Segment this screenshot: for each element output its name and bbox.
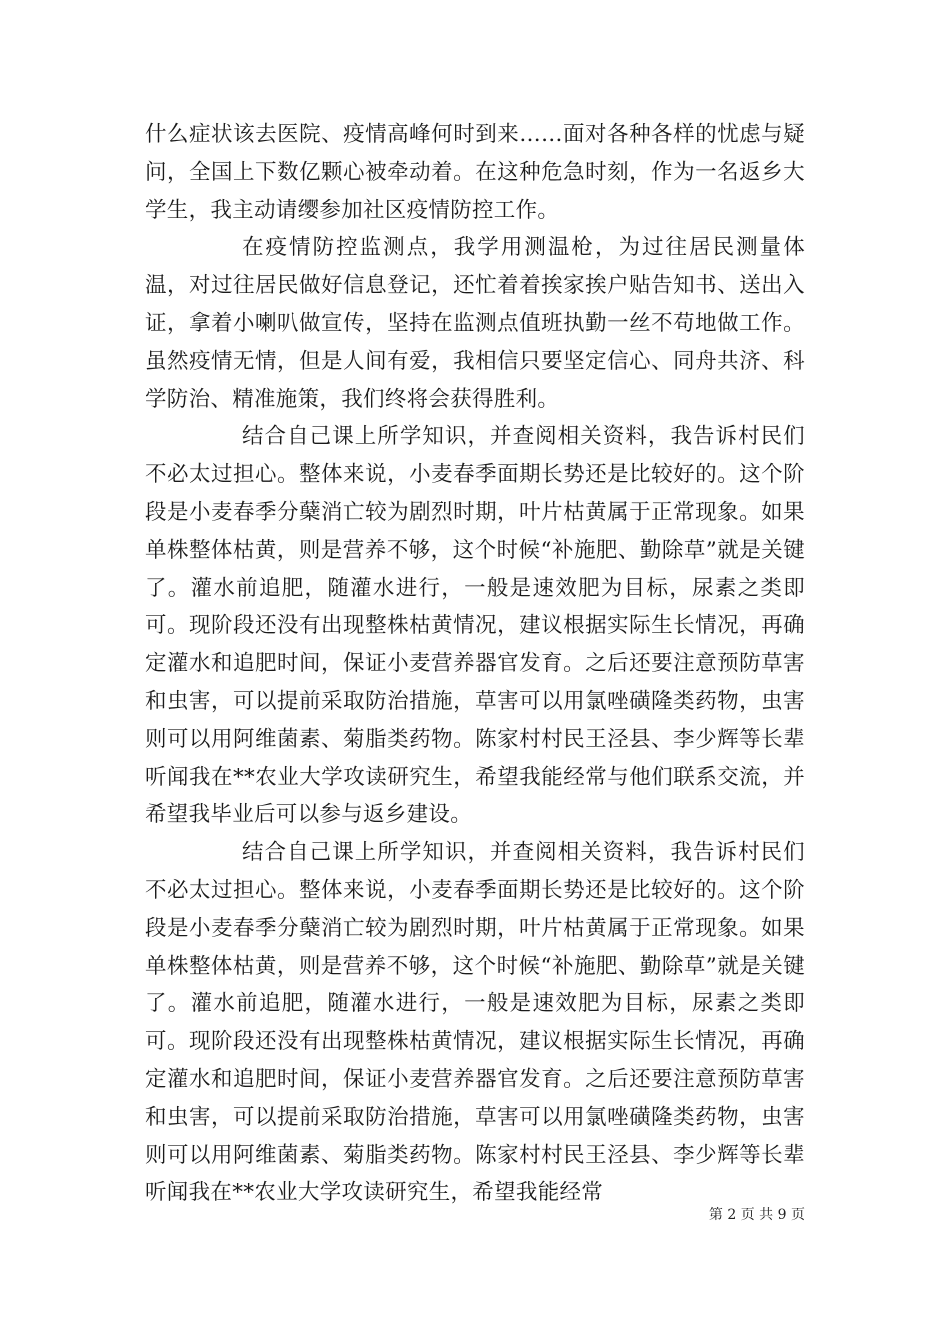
paragraph-monitoring-point: 在疫情防控监测点，我学用测温枪，为过往居民测量体温，对过往居民做好信息登记，还忙着着挨家挨户贴告知书、送出入证，拿着小喇叭做宣传，坚持在监测点值班执勤一丝不苟地做工作。虽然疫情无情，但是人间有爱，我相信只要坚定信心、同舟共济、科学防治、精准施策，我们终将会获得胜利。 [145,235,805,412]
document-body [145,116,805,1212]
page-number-footer: 第 2 页 共 9 页 [708,1207,805,1223]
paragraph-wheat-advice: 结合自己课上所学知识，并查阅相关资料，我告诉村民们不必太过担心。整体来说，小麦春季面期长势还是比较好的。这个阶段是小麦春季分蘖消亡较为剧烈时期，叶片枯黄属于正常现象。如果单株整体枯黄，则是营养不够，这个时候“补施肥、勤除草”就是关键了。灌水前追肥，随灌水进行，一般是速效肥为目标，尿素之类即可。现阶段还没有出现整株枯黄情况，建议根据实际生长情况，再确定灌水和追肥时间，保证小麦营养器官发育。之后还要注意预防草害和虫害，可以提前采取防治措施，草害可以用氯唑磺隆类药物，虫害则可以用阿维菌素、菊脂类药物。陈家村村民王泾县、李少辉等长辈听闻我在**农业大学攻读研究生，希望我能经常与他们联系交流，并希望我毕业后可以参与返乡建设。 [145,424,805,828]
paragraph-continuation: 什么症状该去医院、疫情高峰何时到来……面对各种各样的忧虑与疑问，全国上下数亿颗心被牵动着。在这种危急时刻，作为一名返乡大学生，我主动请缨参加社区疫情防控工作。 [145,122,805,223]
paragraph-wheat-advice-repeat: 结合自己课上所学知识，并查阅相关资料，我告诉村民们不必太过担心。整体来说，小麦春季面期长势还是比较好的。这个阶段是小麦春季分蘖消亡较为剧烈时期，叶片枯黄属于正常现象。如果单株整体枯黄，则是营养不够，这个时候“补施肥、勤除草”就是关键了。灌水前追肥，随灌水进行，一般是速效肥为目标，尿素之类即可。现阶段还没有出现整株枯黄情况，建议根据实际生长情况，再确定灌水和追肥时间，保证小麦营养器官发育。之后还要注意预防草害和虫害，可以提前采取防治措施，草害可以用氯唑磺隆类药物，虫害则可以用阿维菌素、菊脂类药物。陈家村村民王泾县、李少辉等长辈听闻我在**农业大学攻读研究生，希望我能经常 [145,840,805,1206]
